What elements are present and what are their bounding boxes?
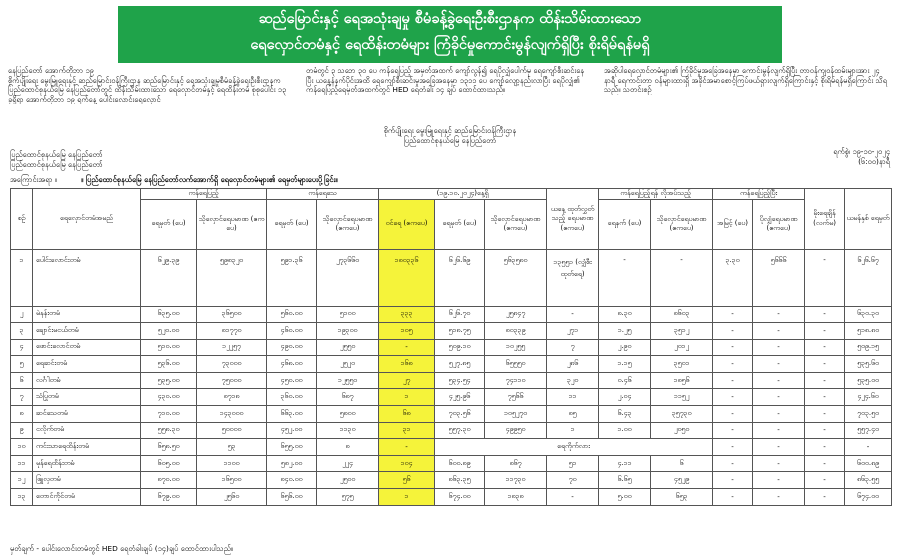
table-cell: - bbox=[379, 339, 435, 356]
table-cell: ၂၅၈၄၇ bbox=[485, 306, 547, 323]
table-cell: ၆၃၅.၀၀ bbox=[141, 306, 197, 323]
table-cell: လင်္ဂါတမံ bbox=[33, 372, 141, 389]
address-line-2: ပြည်ထောင်စုနယ်မြေ နေပြည်တော် bbox=[10, 160, 103, 169]
intro-columns bbox=[8, 66, 892, 126]
table-cell: ၈၁၇၇၀ bbox=[197, 323, 267, 340]
table-cell: ၆၂၉.၃၉ bbox=[141, 249, 197, 306]
table-cell: ၂၅၂၀ bbox=[317, 356, 379, 373]
table-cell: ၆၂၆.၆၇ bbox=[845, 249, 892, 306]
table-cell: ၆၇၄.၀၀ bbox=[845, 489, 892, 506]
table-row bbox=[11, 406, 892, 423]
table-cell: ၈၆၃.၅၅ bbox=[845, 472, 892, 489]
report-time: (၆:၀၀)နာရီ bbox=[858, 157, 890, 166]
header-inflow: ဝင်ရေ (ဧကပေ) bbox=[379, 199, 435, 249]
table-cell: ၆၈ bbox=[379, 406, 435, 423]
table-cell: - bbox=[713, 455, 753, 472]
table-cell: - bbox=[753, 422, 805, 439]
intro-column-2 bbox=[306, 66, 588, 95]
intro-column-3 bbox=[604, 66, 888, 95]
table-cell: သံပြုတမံ bbox=[33, 389, 141, 406]
table-cell: ၁ bbox=[379, 389, 435, 406]
table-cell: - bbox=[713, 422, 753, 439]
table-cell: ၁၃၅၅၁ (လျှံစီး ထုတ်ရေ) bbox=[547, 249, 599, 306]
table-cell: ၈၆၇ bbox=[485, 455, 547, 472]
table-cell: ၁၈၅၆ bbox=[651, 372, 713, 389]
table-cell: - bbox=[805, 372, 845, 389]
table-cell: ၅၃၆.၀၀ bbox=[141, 356, 197, 373]
table-cell: ၇၀၃.၅၀ bbox=[845, 406, 892, 423]
table-row bbox=[11, 439, 892, 456]
table-cell: - bbox=[805, 439, 845, 456]
table-row bbox=[11, 372, 892, 389]
table-cell: ၁၀ bbox=[11, 439, 33, 456]
table-cell: ဆင်သေတမံ bbox=[33, 406, 141, 423]
date-block bbox=[833, 147, 890, 167]
table-cell: ၅၆၀.၀၀ bbox=[267, 306, 317, 323]
table-cell: ၄၉၉၅၀ bbox=[485, 422, 547, 439]
signature-line-1: စိုက်ပျိုးရေး မွေးမြူရေးနှင့် ဆည်မြောင်းဝန်ကြီးဌာန bbox=[383, 126, 517, 135]
table-cell: ၆၆၃.၀၀ bbox=[267, 406, 317, 423]
table-cell: ၃၅၇၃၀ bbox=[651, 406, 713, 423]
table-cell: ဖြူလှတမံ bbox=[33, 472, 141, 489]
reservoir-table bbox=[10, 188, 892, 506]
table-cell: - bbox=[713, 339, 753, 356]
table-cell: ၆၀၅.၀၀ bbox=[141, 455, 197, 472]
table-cell: ၁၈၀၃၃၆ bbox=[379, 249, 435, 306]
table-cell: ၅၈၂.၀၀ bbox=[267, 455, 317, 472]
table-cell: ၁ bbox=[547, 422, 599, 439]
intro-column-1 bbox=[8, 66, 290, 104]
table-cell: - bbox=[713, 356, 753, 373]
table-cell: - bbox=[379, 439, 435, 456]
signature-line-2: ပြည်ထောင်စုနယ်မြေ နေပြည်တော် bbox=[403, 135, 497, 145]
subject-text: ။ ပြည်ထောင်စုနယ်မြေ နေပြည်တော်လက်အောက်ရှိ ရေလှောင်တမံများ၏ ရေမှတ်များပေးပို့ခြင်း။ bbox=[81, 175, 338, 184]
headline-line-1: ဆည်မြောင်းနှင့် ရေအသုံးချမှု စီမံခန့်ခွဲရေးဦးစီးဌာနက ထိန်းသိမ်းထားသော bbox=[258, 11, 642, 27]
table-cell: ၁၃ bbox=[11, 489, 33, 506]
table-cell: - bbox=[713, 439, 753, 456]
table-cell: ၄၅၀.၀၀ bbox=[267, 372, 317, 389]
table-cell: ၃ bbox=[11, 323, 33, 340]
table-cell: - bbox=[753, 339, 805, 356]
table-cell: ၅၀၉.၁၅ bbox=[845, 339, 892, 356]
table-cell: ၀.၄၆ bbox=[599, 372, 651, 389]
table-cell: ၁၀၅ bbox=[379, 323, 435, 340]
table-cell: - bbox=[753, 472, 805, 489]
table-cell: ၆၃၀.၃၀ bbox=[845, 306, 892, 323]
table-cell: ၅၅၇.၄၀ bbox=[845, 422, 892, 439]
table-cell: ၅၁ bbox=[547, 455, 599, 472]
table-cell: ၂၅၅၀ bbox=[317, 339, 379, 356]
table-cell: - bbox=[753, 389, 805, 406]
table-cell: ၁၄၃၀၀၀ bbox=[197, 406, 267, 423]
table-cell: ၁၀၄ bbox=[379, 455, 435, 472]
table-cell: ၁၆၈ bbox=[379, 356, 435, 373]
table-cell: ၆၇၉.၀၀ bbox=[141, 489, 197, 506]
table-cell: - bbox=[599, 249, 651, 306]
table-cell: ၅၃၅.၀၀ bbox=[845, 372, 892, 389]
table-cell: - bbox=[845, 439, 892, 456]
table-cell: ၃၂၀ bbox=[547, 372, 599, 389]
table-cell: ၇၄၁၁၀ bbox=[485, 372, 547, 389]
header-today-release: ယနေ့ ထုတ်လွှတ်သည့် ရေပမာဏ (ဧကပေ) bbox=[547, 189, 599, 250]
table-row bbox=[11, 249, 892, 306]
table-cell: ၉ bbox=[11, 422, 33, 439]
table-cell: မဲနန်းတမံ bbox=[33, 306, 141, 323]
table-cell: - bbox=[753, 306, 805, 323]
table-cell: ၁.၂၅ bbox=[599, 323, 651, 340]
table-cell: ၇၃၀၀၀ bbox=[197, 356, 267, 373]
table-cell: - bbox=[753, 455, 805, 472]
table-cell: ၁ bbox=[11, 249, 33, 306]
table-row bbox=[11, 489, 892, 506]
table-cell: ၃.၃၀ bbox=[713, 249, 753, 306]
table-cell: - bbox=[805, 249, 845, 306]
table-row bbox=[11, 472, 892, 489]
intro-text-1: နေပြည်တော် အောက်တိုဘာ ၁၉ စိုက်ပျိုးရေး မွေးမြူရေးနှင့် ဆည်မြောင်းဝန်ကြီးဌာန ဆည်မြောင်းနှင့် ရေအသုံးချမှုစီမံခန့်ခွဲရေးဦးစီးဌာနက ပြည်ထောင်စုနယ်မြေ နေပြည်တော်တွင် ထိန်းသိမ်းထားသော ရေလှောင်တမံနှင့် ရေထိန်းတမံ စုစုပေါင်း ၁၃ ခုရှိရာ အောက်တိုဘာ ၁၉ ရက်နေ့ ပေါင်းလောင်းရေလှောင် bbox=[8, 66, 287, 104]
table-cell: ၂၅၀၀ bbox=[317, 472, 379, 489]
table-cell: ၆ bbox=[651, 455, 713, 472]
table-cell: ငလိုက်တမံ bbox=[33, 422, 141, 439]
table-cell: - bbox=[805, 389, 845, 406]
table-cell: ချောင်းမငယ်တမံ bbox=[33, 323, 141, 340]
header-lastyear: ယမန်နှစ် ရေမှတ် bbox=[845, 189, 892, 250]
table-cell: - bbox=[805, 489, 845, 506]
table-cell: တောင်ကိုင်တမံ bbox=[33, 489, 141, 506]
table-cell: ၅၀၉.၁၀ bbox=[435, 339, 485, 356]
table-cell: ၇၅၀၀၀ bbox=[197, 372, 267, 389]
report-date: ရက်စွဲ၊ ၁၉-၁၀-၂၀၂၄ bbox=[833, 147, 890, 156]
table-cell: ၈၆၀၃ bbox=[651, 306, 713, 323]
table-cell: ၁၀၅၂၇၀ bbox=[485, 406, 547, 423]
table-cell: ၆၈၇ bbox=[317, 389, 379, 406]
table-cell: - bbox=[753, 406, 805, 423]
table-cell: ၃၆၀.၀၀ bbox=[267, 389, 317, 406]
table-cell: ၁၂၅၅၀ bbox=[317, 372, 379, 389]
table-cell: ၅၃၅.၆၀ bbox=[845, 356, 892, 373]
table-cell: ၅၁၈.၇၅ bbox=[435, 323, 485, 340]
table-cell: ၃၅၁၂ bbox=[651, 323, 713, 340]
table-cell: ၆၅၅၅၀ bbox=[485, 356, 547, 373]
table-cell: - bbox=[753, 372, 805, 389]
table-cell: ၄၆၀.၀၀ bbox=[267, 323, 317, 340]
header-rain: မိုးရေချိန် (လက်မ) bbox=[805, 189, 845, 250]
table-cell: ၄၂၄.၆၀ bbox=[845, 389, 892, 406]
table-cell: ၅၅၇.၃၀ bbox=[435, 422, 485, 439]
table-cell: ရေဆင်းတမံ bbox=[33, 356, 141, 373]
table-cell: ၈၄၀.၀၀ bbox=[267, 472, 317, 489]
table-cell: ၃၁ bbox=[379, 422, 435, 439]
intro-text-3: အဆိုပါရေလှောင်တမံများ၏ ကြံခိုင်မှုအခြေအနေမှာ ကောင်းမွန်လျက်ရှိပြီး တာဝန်ကျဝန်ထမ်းများအား ၂၄ နာရီ ရေကာင်းတာ ဝန်များထားရှိ အခိုင်အမာစောင့်ကြပ်ဖယ်ရှားလျက်ရှိကြောင်းနှင့် စိုးရိမ်ရန်မရှိကြောင်း သိရသည်။ သတင်းစဉ် bbox=[604, 66, 888, 95]
header-need-level: ရေနက် (ပေ) bbox=[599, 199, 651, 249]
table-cell: ၂.၉၀ bbox=[599, 339, 651, 356]
table-row bbox=[11, 339, 892, 356]
header-over-vol: ပိုလျှံရေပမာဏ (ဧကပေ) bbox=[753, 199, 805, 249]
table-cell: ၅၆၃၅၈၀ bbox=[485, 249, 547, 306]
table-cell: - bbox=[713, 489, 753, 506]
table-cell: - bbox=[805, 356, 845, 373]
table-cell: ၁၁ bbox=[11, 455, 33, 472]
table-cell: ၁၉၃၀၀ bbox=[317, 323, 379, 340]
table-cell: ၂၀၁၂ bbox=[651, 339, 713, 356]
table-cell: - bbox=[651, 249, 713, 306]
table-cell: - bbox=[713, 372, 753, 389]
header-date-level: ရေမှတ် (ပေ) bbox=[435, 199, 485, 249]
header-full-level: ရေမှတ် (ပေ) bbox=[141, 199, 197, 249]
table-cell: - bbox=[805, 323, 845, 340]
table-cell: - bbox=[713, 306, 753, 323]
table-cell: - bbox=[805, 306, 845, 323]
table-cell: ကင်းသာရေထိန်းတမံ bbox=[33, 439, 141, 456]
table-cell: - bbox=[805, 406, 845, 423]
table-cell: ၈ bbox=[11, 406, 33, 423]
table-cell: ၆၂၆.၇၀ bbox=[435, 306, 485, 323]
table-cell: ၄ bbox=[11, 339, 33, 356]
table-cell: ၂၀၅၀ bbox=[651, 422, 713, 439]
header-dead-level: ရေမှတ် (ပေ) bbox=[267, 199, 317, 249]
table-cell: ပေါင်းလောင်းတမံ bbox=[33, 249, 141, 306]
table-cell: - bbox=[805, 422, 845, 439]
table-cell: ၁၈၃၈ bbox=[485, 489, 547, 506]
table-cell: ၁.၁၅ bbox=[599, 356, 651, 373]
table-cell: ၅၃၄.၅၄ bbox=[435, 372, 485, 389]
table-cell: ၆၇၄.၀၀ bbox=[435, 489, 485, 506]
table-row bbox=[11, 306, 892, 323]
headline-line-2: ရေလှောင်တမံနှင့် ရေထိန်းတမံများ ကြံခိုင်မှုကောင်းမွန်လျက်ရှိပြီး စိုးရိမ်ရန်မရှိ bbox=[250, 37, 650, 53]
table-cell: ၁၁၅၂ bbox=[651, 389, 713, 406]
table-cell: ၁၆၅၀၀ bbox=[197, 472, 267, 489]
table-cell: ၁၂၂၅၇ bbox=[197, 339, 267, 356]
table-cell: ၁၁ bbox=[547, 389, 599, 406]
header-over: ကန်ရေပြည့်ပြီး bbox=[713, 189, 805, 200]
intro-text-2: တမံတွင် ၃ သဘေ ၃၀ ပေ ကန်ရေပြည့် အမှတ်အထက် ကျော်လွန်၍ ရေပိုလျှံပေါက်မှ ရေကျော်စီးဆင်းနေပြီး ယနေ့နံနက်ပိုင်းအထိ ရေကျော်စီးဆင်းမှုအခြေအနေမှာ ၁၃၁၁ ပေ ကျော်လျော့နည်းလာပြီး ရေပိုလျှံ၏ ကန်ရေပြည့်ရေမှတ်အထက်တွင် HED ရေတံခါး ၁၄ ချပ် ထောင်ထားသည်။ bbox=[306, 66, 585, 95]
table-cell: ၆၀၀.၈၉ bbox=[435, 455, 485, 472]
table-cell: ရေကိုက်လား bbox=[435, 439, 713, 456]
table-cell: ၂.၀၄ bbox=[599, 389, 651, 406]
table-cell: ၄၆၈.၀၀ bbox=[267, 356, 317, 373]
table-body bbox=[11, 249, 892, 505]
table-cell: ၅၂၀.၀၀ bbox=[141, 323, 197, 340]
header-dead: ကန်ရေသေ bbox=[267, 189, 379, 200]
table-cell: ၁၁၇၃၀ bbox=[485, 472, 547, 489]
table-cell: ၁၀၂၅၅ bbox=[485, 339, 547, 356]
table-cell: ၈၇၁၈ bbox=[197, 389, 267, 406]
header-no: စဉ် bbox=[11, 189, 33, 250]
table-cell: ၆.၆၅ bbox=[599, 472, 651, 489]
table-cell: ၈ bbox=[317, 439, 379, 456]
table-cell: ၇၅၆၆ bbox=[485, 389, 547, 406]
table-cell: ၅၈၀၀ bbox=[317, 406, 379, 423]
table-row bbox=[11, 455, 892, 472]
table-cell: ၈၀၃၃၉ bbox=[485, 323, 547, 340]
headline-banner bbox=[118, 6, 782, 63]
table-cell: ၇ bbox=[11, 389, 33, 406]
table-cell: ၂ bbox=[11, 306, 33, 323]
header-name: ရေလှောင်တမံအမည် bbox=[33, 189, 141, 250]
header-need: ကန်ရေပြည့်ရန် လိုအပ်သည့် bbox=[599, 189, 713, 200]
table-cell: ၆၅၈.၅၀ bbox=[141, 439, 197, 456]
ministry-signature bbox=[300, 126, 600, 145]
table-cell: ၄.၁၁ bbox=[599, 455, 651, 472]
table-cell: ၆၅၃ bbox=[651, 489, 713, 506]
table-cell: ၂၈၆ bbox=[547, 356, 599, 373]
table-cell: ၇၀ bbox=[547, 472, 599, 489]
table-cell: ၄၅၂.၀၀ bbox=[267, 422, 317, 439]
table-cell: ၅ bbox=[11, 356, 33, 373]
header-date-vol: သိုလှောင်ရေပမာဏ (ဧကပေ) bbox=[485, 199, 547, 249]
header-need-vol: သိုလှောင်ရေပမာဏ (ဧကပေ) bbox=[651, 199, 713, 249]
table-cell: ၁၂ bbox=[11, 472, 33, 489]
table-cell: - bbox=[713, 389, 753, 406]
table-cell: ၁.၀၀ bbox=[599, 422, 651, 439]
table-cell: - bbox=[805, 455, 845, 472]
table-cell: ၃၆၅၀၀ bbox=[197, 306, 267, 323]
header-over-height: အမြင့် (ပေ) bbox=[713, 199, 753, 249]
footnote: မှတ်ချက် - ပေါင်းလောင်းတမံတွင် HED ရေတံခါးချပ် (၁၄)ချပ် ထောင်ထားပါသည်။ bbox=[10, 544, 234, 553]
table-group-header bbox=[11, 189, 892, 200]
table-cell: - bbox=[547, 306, 599, 323]
address-line-1: ပြည်ထောင်စုနယ်မြေ နေပြည်တော် bbox=[10, 150, 103, 159]
table-cell: ၂၇ bbox=[379, 372, 435, 389]
table-cell: ၁ bbox=[379, 489, 435, 506]
subject-line bbox=[10, 175, 338, 186]
subject-label: အကြောင်းအရာ ။ bbox=[10, 175, 58, 184]
table-cell: ၅၆၆၆ bbox=[753, 249, 805, 306]
table-col-header bbox=[11, 199, 892, 249]
table-cell: - bbox=[753, 439, 805, 456]
table-cell: ၈၇၀.၀၀ bbox=[141, 472, 197, 489]
table-cell: ၅၁၈.၈၀ bbox=[845, 323, 892, 340]
table-cell: ၅၇၅ bbox=[317, 489, 379, 506]
table-cell: ၅၉၁.၃၆ bbox=[267, 249, 317, 306]
table-cell: - bbox=[547, 489, 599, 506]
table-cell: ၅၃ bbox=[197, 439, 267, 456]
table-cell: ၁၁၀၀ bbox=[197, 455, 267, 472]
table-cell: ၆၀၀.၈၉ bbox=[845, 455, 892, 472]
header-full: ကန်ရေပြည့် bbox=[141, 189, 267, 200]
table-cell: ဖောင်းလောင်တမံ bbox=[33, 339, 141, 356]
table-cell: ၈၆၃.၃၅ bbox=[435, 472, 485, 489]
table-cell: ၅၁၀၀ bbox=[317, 306, 379, 323]
header-dead-vol: သိုလှောင်ရေပမာဏ (ဧကပေ) bbox=[317, 199, 379, 249]
table-cell: ၇ bbox=[547, 339, 599, 356]
table-cell: ၆၅၅.၀၀ bbox=[267, 439, 317, 456]
table-cell: ၅၉၈၃၂၀ bbox=[197, 249, 267, 306]
table-cell: ၆၂၆.၆၉ bbox=[435, 249, 485, 306]
table-cell: - bbox=[713, 472, 753, 489]
table-cell: ၆၅၆.၀၀ bbox=[267, 489, 317, 506]
table-cell: မုန်ရေထိန်းတမံ bbox=[33, 455, 141, 472]
table-cell: ၂၇၁ bbox=[547, 323, 599, 340]
table-cell: - bbox=[805, 472, 845, 489]
table-cell: ၂၇၃၆၆၀ bbox=[317, 249, 379, 306]
header-full-vol: သိုလှောင်ရေပမာဏ (ဧကပေ) bbox=[197, 199, 267, 249]
table-cell: ၆.၄၃ bbox=[599, 406, 651, 423]
table-cell: ၂၂၄ bbox=[317, 455, 379, 472]
table-cell: - bbox=[713, 323, 753, 340]
table-cell: ၅၂၇.၈၅ bbox=[435, 356, 485, 373]
table-row bbox=[11, 323, 892, 340]
table-cell: - bbox=[713, 406, 753, 423]
table-cell: - bbox=[753, 489, 805, 506]
table-cell: ၆ bbox=[11, 372, 33, 389]
table-cell: ၄၂၅.၉၆ bbox=[435, 389, 485, 406]
table-cell: ၂၅၆၀ bbox=[197, 489, 267, 506]
table-cell: ၁၁၃၀ bbox=[317, 422, 379, 439]
table-cell: - bbox=[753, 356, 805, 373]
table-cell: ၃၃၃ bbox=[379, 306, 435, 323]
address-block bbox=[10, 150, 103, 170]
table-cell: ၄၃၀.၀၀ bbox=[141, 389, 197, 406]
table-cell: ၅၀၀၀၀ bbox=[197, 422, 267, 439]
table-row bbox=[11, 356, 892, 373]
table-cell: - bbox=[753, 323, 805, 340]
table-cell: ၈၅ bbox=[547, 406, 599, 423]
table-cell: ၄၉၀.၀၀ bbox=[267, 339, 317, 356]
table-cell: ၅၃၅.၀၀ bbox=[141, 372, 197, 389]
table-cell: ၇၀၃.၅၆ bbox=[435, 406, 485, 423]
table-cell: ၅၁၀.၀၀ bbox=[141, 339, 197, 356]
table-cell: ၅၆ bbox=[379, 472, 435, 489]
table-cell: ၅.၀၀ bbox=[599, 489, 651, 506]
table-cell: ၇၁၀.၀၀ bbox=[141, 406, 197, 423]
table-cell: ၄၅၂၉ bbox=[651, 472, 713, 489]
table-cell: ၈.၃၀ bbox=[599, 306, 651, 323]
table-cell: ၃၅၀၁ bbox=[651, 356, 713, 373]
header-date: (၁၉.၁၀.၂၀၂၄)နေ့ရှိ bbox=[379, 189, 547, 200]
table-cell: ၅၅၈.၃၀ bbox=[141, 422, 197, 439]
table-row bbox=[11, 389, 892, 406]
table-row bbox=[11, 422, 892, 439]
table-cell: - bbox=[805, 339, 845, 356]
